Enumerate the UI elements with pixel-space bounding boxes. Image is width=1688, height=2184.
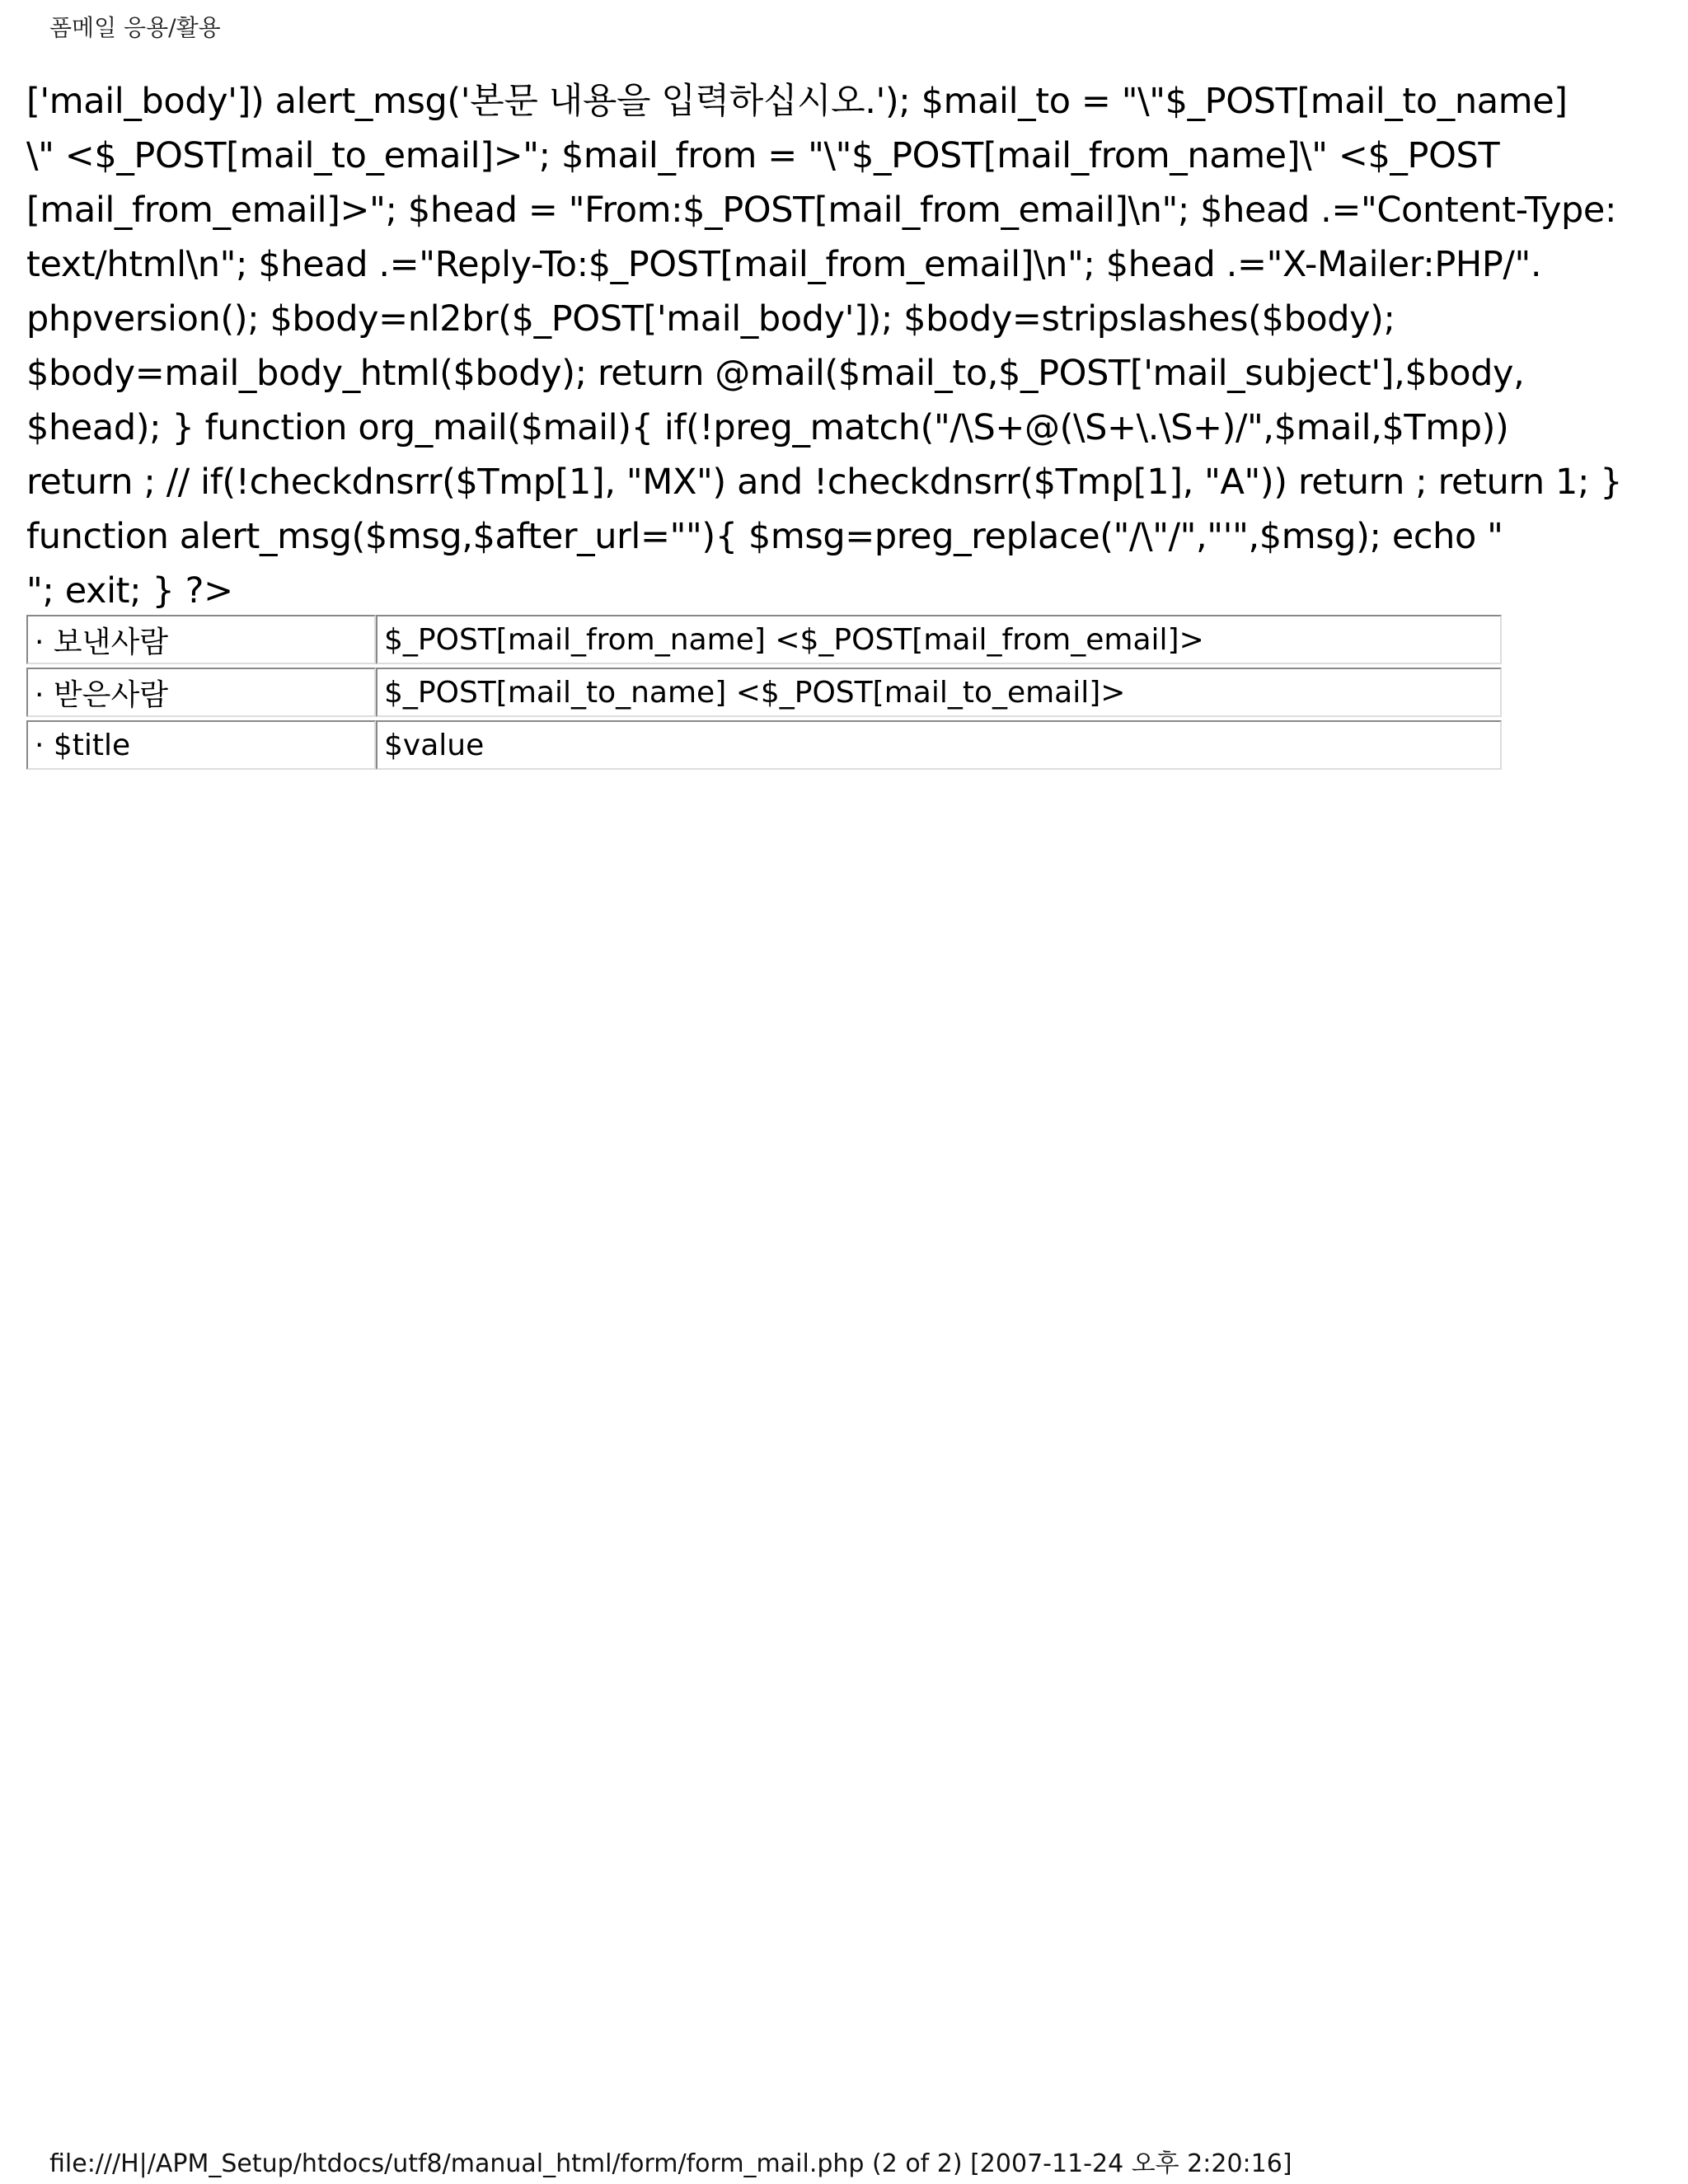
code-line: $body=mail_body_html($body); return @mail($mail_to,$_POST['mail_subject'],$body,	[26, 353, 1525, 394]
table-row	[26, 615, 1502, 664]
title-label: · $title	[26, 720, 376, 770]
title-value: $value	[376, 720, 1502, 770]
code-line: ['mail_body']) alert_msg('본문 내용을 입력하십시오.'); $mail_to = "\"$_POST[mail_to_name]	[26, 81, 1568, 122]
recipient-label: · 받은사람	[26, 668, 376, 717]
code-text-block	[26, 74, 1634, 618]
code-line: $head); } function org_mail($mail){ if(!preg_match("/\S+@(\S+\.\S+)/",$mail,$Tmp))	[26, 407, 1509, 448]
mail-info-table	[26, 612, 1502, 773]
sender-label: · 보낸사람	[26, 615, 376, 664]
code-line: function alert_msg($msg,$after_url=""){ $msg=preg_replace("/\"/","'",$msg); echo "	[26, 516, 1503, 557]
code-line: \" <$_POST[mail_to_email]>"; $mail_from = "\"$_POST[mail_from_name]\" <$_POST	[26, 135, 1500, 176]
table-row	[26, 720, 1502, 770]
sender-value: $_POST[mail_from_name] <$_POST[mail_from_email]>	[376, 615, 1502, 664]
file-path-footer: file:///H|/APM_Setup/htdocs/utf8/manual_html/form/form_mail.php (2 of 2) [2007-11-24 오후 2:20:16]	[49, 2149, 1292, 2178]
page-header-title: 폼메일 응용/활용	[49, 14, 221, 41]
code-line: text/html\n"; $head .="Reply-To:$_POST[mail_from_email]\n"; $head .="X-Mailer:PHP/".	[26, 244, 1542, 285]
recipient-value: $_POST[mail_to_name] <$_POST[mail_to_email]>	[376, 668, 1502, 717]
table-row	[26, 668, 1502, 717]
code-line: "; exit; } ?>	[26, 570, 233, 612]
code-line: return ; // if(!checkdnsrr($Tmp[1], "MX") and !checkdnsrr($Tmp[1], "A")) return ; return 1; }	[26, 462, 1623, 503]
code-line: phpversion(); $body=nl2br($_POST['mail_body']); $body=stripslashes($body);	[26, 298, 1395, 340]
code-line: [mail_from_email]>"; $head = "From:$_POST[mail_from_email]\n"; $head .="Content-Type:	[26, 190, 1617, 231]
